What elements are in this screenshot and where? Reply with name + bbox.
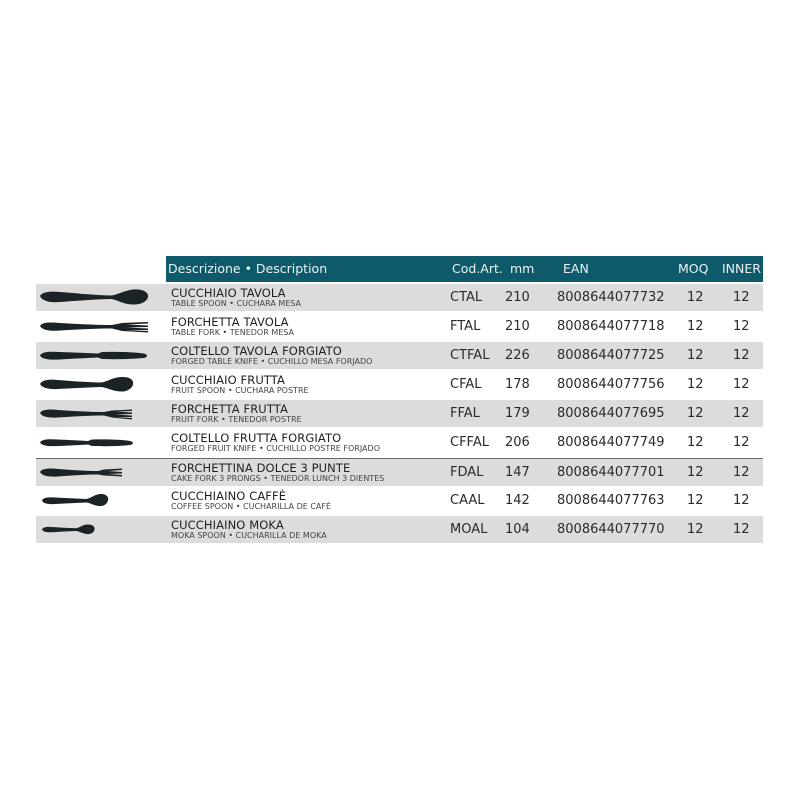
product-name: COLTELLO TAVOLA FORGIATO (171, 344, 342, 358)
product-translation: TABLE SPOON • CUCHARA MESA (171, 299, 301, 308)
product-name: CUCCHIAIO TAVOLA (171, 286, 286, 300)
product-code: CTAL (450, 290, 483, 305)
coffee-spoon-icon (36, 487, 166, 514)
table-row (36, 487, 763, 514)
product-length-mm: 206 (505, 435, 530, 450)
product-inner: 12 (733, 493, 750, 508)
product-translation: FRUIT SPOON • CUCHARA POSTRE (171, 386, 309, 395)
product-length-mm: 147 (505, 465, 530, 480)
table-knife-icon (36, 342, 166, 369)
product-inner: 12 (733, 406, 750, 421)
product-name: FORCHETTINA DOLCE 3 PUNTE (171, 461, 351, 475)
product-translation: CAKE FORK 3 PRONGS • TENEDOR LUNCH 3 DIENTES (171, 474, 385, 483)
table-row (36, 342, 763, 369)
header-inner: INNER (722, 261, 761, 276)
product-translation: MOKA SPOON • CUCHARILLA DE MOKA (171, 531, 327, 540)
product-moq: 12 (687, 406, 704, 421)
product-moq: 12 (687, 493, 704, 508)
product-moq: 12 (687, 522, 704, 537)
product-code: CTFAL (450, 348, 490, 363)
header-mm: mm (510, 261, 535, 276)
table-row (36, 400, 763, 427)
product-ean: 8008644077725 (557, 348, 665, 363)
product-code: CFFAL (450, 435, 489, 450)
product-moq: 12 (687, 435, 704, 450)
table-row (36, 313, 763, 340)
product-moq: 12 (687, 290, 704, 305)
fruit-fork-icon (36, 400, 166, 427)
product-name: CUCCHIAIO FRUTTA (171, 373, 285, 387)
product-code: CAAL (450, 493, 485, 508)
product-inner: 12 (733, 290, 750, 305)
table-row (36, 429, 763, 456)
product-length-mm: 210 (505, 319, 530, 334)
product-translation: FORGED TABLE KNIFE • CUCHILLO MESA FORJADO (171, 357, 373, 366)
product-moq: 12 (687, 348, 704, 363)
product-translation: COFFEE SPOON • CUCHARILLA DE CAFÉ (171, 502, 332, 511)
product-code: FFAL (450, 406, 480, 421)
product-translation: FRUIT FORK • TENEDOR POSTRE (171, 415, 302, 424)
product-ean: 8008644077718 (557, 319, 665, 334)
table-row (36, 284, 763, 311)
product-length-mm: 104 (505, 522, 530, 537)
product-inner: 12 (733, 522, 750, 537)
table-row (36, 371, 763, 398)
product-name: FORCHETTA FRUTTA (171, 402, 288, 416)
table-spoon-icon (36, 284, 166, 311)
product-ean: 8008644077749 (557, 435, 665, 450)
product-code: FDAL (450, 465, 484, 480)
product-moq: 12 (687, 319, 704, 334)
product-ean: 8008644077732 (557, 290, 665, 305)
product-name: CUCCHIAINO CAFFÈ (171, 489, 287, 503)
product-inner: 12 (733, 465, 750, 480)
product-ean: 8008644077695 (557, 406, 665, 421)
product-inner: 12 (733, 348, 750, 363)
product-ean: 8008644077756 (557, 377, 665, 392)
product-length-mm: 178 (505, 377, 530, 392)
product-length-mm: 226 (505, 348, 530, 363)
product-inner: 12 (733, 319, 750, 334)
table-header (166, 256, 763, 282)
fruit-knife-icon (36, 429, 166, 456)
product-code: FTAL (450, 319, 481, 334)
product-inner: 12 (733, 435, 750, 450)
product-ean: 8008644077770 (557, 522, 665, 537)
header-ean: EAN (563, 261, 589, 276)
header-description: Descrizione • Description (168, 261, 328, 276)
product-ean: 8008644077763 (557, 493, 665, 508)
product-ean: 8008644077701 (557, 465, 665, 480)
product-code: CFAL (450, 377, 482, 392)
cake-fork-icon (36, 459, 166, 486)
product-code: MOAL (450, 522, 488, 537)
product-inner: 12 (733, 377, 750, 392)
product-length-mm: 179 (505, 406, 530, 421)
header-code: Cod.Art. (452, 261, 503, 276)
product-translation: FORGED FRUIT KNIFE • CUCHILLO POSTRE FORJADO (171, 444, 380, 453)
product-length-mm: 142 (505, 493, 530, 508)
product-name: COLTELLO FRUTTA FORGIATO (171, 431, 342, 445)
table-fork-icon (36, 313, 166, 340)
header-moq: MOQ (678, 261, 709, 276)
product-moq: 12 (687, 465, 704, 480)
product-translation: TABLE FORK • TENEDOR MESA (171, 328, 294, 337)
product-name: CUCCHIAINO MOKA (171, 518, 284, 532)
moka-spoon-icon (36, 516, 166, 543)
table-row (36, 516, 763, 543)
product-length-mm: 210 (505, 290, 530, 305)
table-row (36, 458, 763, 486)
product-moq: 12 (687, 377, 704, 392)
product-name: FORCHETTA TAVOLA (171, 315, 289, 329)
fruit-spoon-icon (36, 371, 166, 398)
